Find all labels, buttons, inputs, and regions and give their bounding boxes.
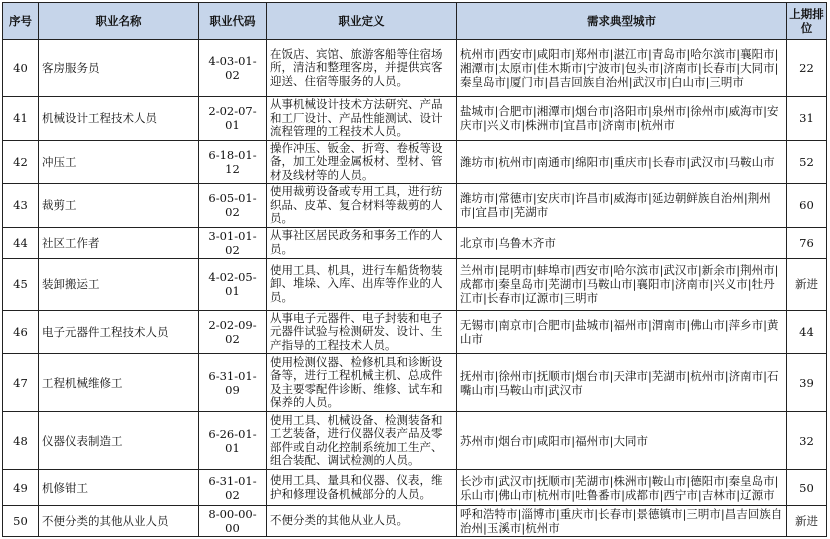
occupation-code: 6-26-01-01 [199,412,267,470]
previous-rank: 52 [787,140,827,184]
header-typical-cities: 需求典型城市 [457,3,787,40]
occupation-definition: 从事社区居民政务和事务工作的人员。 [267,227,457,258]
previous-rank: 76 [787,227,827,258]
occupation-definition: 使用工具、机具，进行车船货物装卸、堆垛、入库、出库等作业的人员。 [267,258,457,310]
typical-cities: 北京市|乌鲁木齐市 [457,227,787,258]
occupation-definition: 不便分类的其他从业人员。 [267,506,457,537]
previous-rank: 新进 [787,506,827,537]
table-row [3,97,827,141]
header-no: 序号 [3,3,39,40]
occupation-code: 6-31-01-02 [199,470,267,506]
header-occupation-definition: 职业定义 [267,3,457,40]
row-number: 44 [3,227,39,258]
occupation-code: 6-05-01-02 [199,184,267,228]
table-row [3,412,827,470]
occupation-name: 仪器仪表制造工 [39,412,199,470]
occupation-definition: 在饭店、宾馆、旅游客船等住宿场所，清洁和整理客房，并提供宾客迎送、住宿等服务的人员。 [267,40,457,97]
occupation-code: 4-02-05-01 [199,258,267,310]
occupation-code: 2-02-07-01 [199,97,267,141]
occupation-name: 不便分类的其他从业人员 [39,506,199,537]
table-row [3,40,827,97]
typical-cities: 呼和浩特市|淄博市|重庆市|长春市|景德镇市|三明市|昌吉回族自治州|玉溪市|杭州市 [457,506,787,537]
occupation-name: 电子元器件工程技术人员 [39,310,199,354]
previous-rank: 50 [787,470,827,506]
header-occupation-name: 职业名称 [39,3,199,40]
occupation-code: 3-01-01-02 [199,227,267,258]
occupation-definition: 使用工具、量具和仪器、仪表，维护和修理设备机械部分的人员。 [267,470,457,506]
table-row [3,470,827,506]
table-row [3,140,827,184]
occupation-name: 机械设计工程技术人员 [39,97,199,141]
row-number: 45 [3,258,39,310]
row-number: 48 [3,412,39,470]
previous-rank: 新进 [787,258,827,310]
table-row [3,184,827,228]
typical-cities: 盐城市|合肥市|湘潭市|烟台市|洛阳市|泉州市|徐州市|威海市|安庆市|兴义市|株洲市|宜昌市|济南市|杭州市 [457,97,787,141]
occupation-name: 机修钳工 [39,470,199,506]
row-number: 46 [3,310,39,354]
occupation-code: 8-00-00-00 [199,506,267,537]
occupation-table [2,2,827,537]
table-row [3,227,827,258]
row-number: 47 [3,354,39,412]
typical-cities: 抚州市|徐州市|抚顺市|烟台市|天津市|芜湖市|杭州市|济南市|石嘴山市|马鞍山市|武汉市 [457,354,787,412]
occupation-definition: 操作冲压、钣金、折弯、卷板等设备，加工处理金属板材、型材、管材及线材等的人员。 [267,140,457,184]
occupation-name: 装卸搬运工 [39,258,199,310]
occupation-code: 2-02-09-02 [199,310,267,354]
occupation-definition: 使用检测仪器、检修机具和诊断设备等，进行工程机械主机、总成件及主要零配件诊断、维修、试车和保养的人员。 [267,354,457,412]
row-number: 49 [3,470,39,506]
row-number: 42 [3,140,39,184]
occupation-name: 冲压工 [39,140,199,184]
typical-cities: 长沙市|武汉市|抚顺市|芜湖市|株洲市|鞍山市|德阳市|秦皇岛市|乐山市|佛山市|杭州市|吐鲁番市|成都市|西宁市|吉林市|辽源市 [457,470,787,506]
occupation-definition: 从事电子元器件、电子封装和电子元器件试验与检测研发、设计、生产指导的工程技术人员。 [267,310,457,354]
table-row [3,310,827,354]
occupation-name: 社区工作者 [39,227,199,258]
row-number: 50 [3,506,39,537]
occupation-name: 裁剪工 [39,184,199,228]
typical-cities: 潍坊市|常德市|安庆市|许昌市|威海市|延边朝鲜族自治州|荆州市|宜昌市|芜湖市 [457,184,787,228]
previous-rank: 22 [787,40,827,97]
occupation-code: 4-03-01-02 [199,40,267,97]
table-row [3,354,827,412]
header-occupation-code: 职业代码 [199,3,267,40]
table-row [3,506,827,537]
occupation-code: 6-31-01-09 [199,354,267,412]
typical-cities: 杭州市|西安市|咸阳市|郑州市|湛江市|青岛市|哈尔滨市|襄阳市|湘潭市|太原市|佳木斯市|宁波市|包头市|济南市|长春市|大同市|秦皇岛市|厦门市|昌吉回族自治州|武汉市|白山市|三明市 [457,40,787,97]
typical-cities: 无锡市|南京市|合肥市|盐城市|福州市|渭南市|佛山市|萍乡市|黄山市 [457,310,787,354]
typical-cities: 潍坊市|杭州市|南通市|绵阳市|重庆市|长春市|武汉市|马鞍山市 [457,140,787,184]
previous-rank: 44 [787,310,827,354]
typical-cities: 兰州市|昆明市|蚌埠市|西安市|哈尔滨市|武汉市|新余市|荆州市|成都市|秦皇岛市|芜湖市|马鞍山市|襄阳市|济南市|兴义市|牡丹江市|长春市|辽源市|三明市 [457,258,787,310]
occupation-definition: 使用工具、机械设备、检测装备和工艺装备，进行仪器仪表产品及零部件或自动化控制系统加工生产、组合装配、调试检测的人员。 [267,412,457,470]
row-number: 40 [3,40,39,97]
header-previous-rank: 上期排位 [787,3,827,40]
table-row [3,258,827,310]
occupation-definition: 从事机械设计技术方法研究、产品和工厂设计、产品性能测试、设计流程管理的工程技术人员。 [267,97,457,141]
previous-rank: 60 [787,184,827,228]
row-number: 41 [3,97,39,141]
previous-rank: 31 [787,97,827,141]
previous-rank: 39 [787,354,827,412]
occupation-name: 客房服务员 [39,40,199,97]
occupation-name: 工程机械维修工 [39,354,199,412]
table-header-row [3,3,827,40]
typical-cities: 苏州市|烟台市|咸阳市|福州市|大同市 [457,412,787,470]
row-number: 43 [3,184,39,228]
occupation-definition: 使用裁剪设备或专用工具，进行纺织品、皮革、复合材料等裁剪的人员。 [267,184,457,228]
previous-rank: 32 [787,412,827,470]
occupation-code: 6-18-01-12 [199,140,267,184]
